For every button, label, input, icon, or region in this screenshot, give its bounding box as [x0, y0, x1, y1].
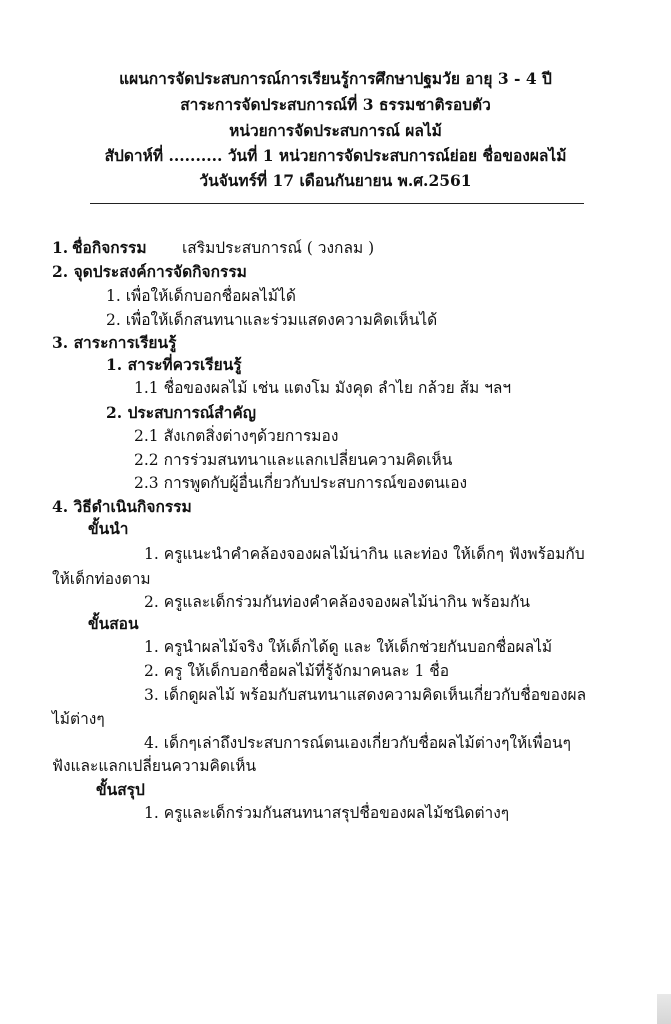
step-intro-item-cont: ให้เด็กท่องตาม [52, 570, 151, 588]
section3-subheading: 2. ประสบการณ์สำคัญ [106, 403, 256, 422]
step-intro-item: 2. ครูและเด็กร่วมกันท่องคำคล้องจองผลไม้น่ากิน พร้อมกัน [144, 593, 530, 611]
step-intro-item: 1. ครูแนะนำคำคล้องจองผลไม้น่ากิน และท่อง ให้เด็กๆ ฟังพร้อมกับ [144, 545, 585, 563]
section3-title: 3. สาระการเรียนรู้ [52, 333, 177, 352]
section1-label: ชื่อกิจกรรม [72, 238, 147, 257]
section3-item: 2.3 การพูดกับผู้อื่นเกี่ยวกับประสบการณ์ของตนเอง [134, 474, 468, 492]
step-teach-title: ขั้นสอน [88, 614, 139, 633]
page-corner-shadow [657, 994, 671, 1024]
header-divider [90, 203, 584, 204]
header-date-line: วันจันทร์ที่ 17 เดือนกันยายน พ.ศ.2561 [199, 171, 472, 190]
header-unit-line: หน่วยการจัดประสบการณ์ ผลไม้ [229, 121, 442, 140]
section3-item: 2.2 การร่วมสนทนาและแลกเปลี่ยนความคิดเห็น [134, 451, 453, 469]
section1-value: เสริมประสบการณ์ ( วงกลม ) [182, 239, 375, 257]
header-subject-line: สาระการจัดประสบการณ์ที่ 3 ธรรมชาติรอบตัว [180, 95, 491, 114]
step-teach-item-cont: ฟังและแลกเปลี่ยนความคิดเห็น [52, 757, 257, 775]
section1-number: 1. [52, 238, 69, 257]
step-teach-item: 4. เด็กๆเล่าถึงประสบการณ์ตนเองเกี่ยวกับชื่อผลไม้ต่างๆให้เพื่อนๆ [144, 734, 571, 752]
section4-title: 4. วิธีดำเนินกิจกรรม [52, 497, 192, 516]
section2-title: 2. จุดประสงค์การจัดกิจกรรม [52, 262, 247, 281]
section3-item: 2.1 สังเกตสิ่งต่างๆด้วยการมอง [134, 427, 339, 445]
section2-item: 2. เพื่อให้เด็กสนทนาและร่วมแสดงความคิดเห็นได้ [106, 311, 438, 329]
section3-subheading: 1. สาระที่ควรเรียนรู้ [106, 355, 242, 374]
step-summary-item: 1. ครูและเด็กร่วมกันสนทนาสรุปชื่อของผลไม้ชนิดต่างๆ [144, 804, 510, 822]
step-intro-title: ขั้นนำ [88, 519, 129, 538]
step-teach-item-cont: ไม้ต่างๆ [52, 710, 105, 728]
step-teach-item: 2. ครู ให้เด็กบอกชื่อผลไม้ที่รู้จักมาคนละ 1 ชื่อ [144, 662, 450, 680]
step-summary-title: ขั้นสรุป [96, 780, 145, 799]
section3-item: 1.1 ชื่อของผลไม้ เช่น แตงโม มังคุด ลำไย กล้วย ส้ม ฯลฯ [134, 379, 512, 397]
header-title-line: แผนการจัดประสบการณ์การเรียนรู้การศึกษาปฐมวัย อายุ 3 - 4 ปี [119, 69, 552, 88]
step-teach-item: 1. ครูนำผลไม้จริง ให้เด็กได้ดู และ ให้เด็กช่วยกันบอกชื่อผลไม้ [144, 638, 553, 656]
step-teach-item: 3. เด็กดูผลไม้ พร้อมกับสนทนาแสดงความคิดเห็นเกี่ยวกับชื่อของผล [144, 686, 587, 704]
section2-item: 1. เพื่อให้เด็กบอกชื่อผลไม้ได้ [106, 287, 296, 305]
header-week-line: สัปดาห์ที่ .......... วันที่ 1 หน่วยการจัดประสบการณ์ย่อย ชื่อของผลไม้ [104, 146, 567, 165]
